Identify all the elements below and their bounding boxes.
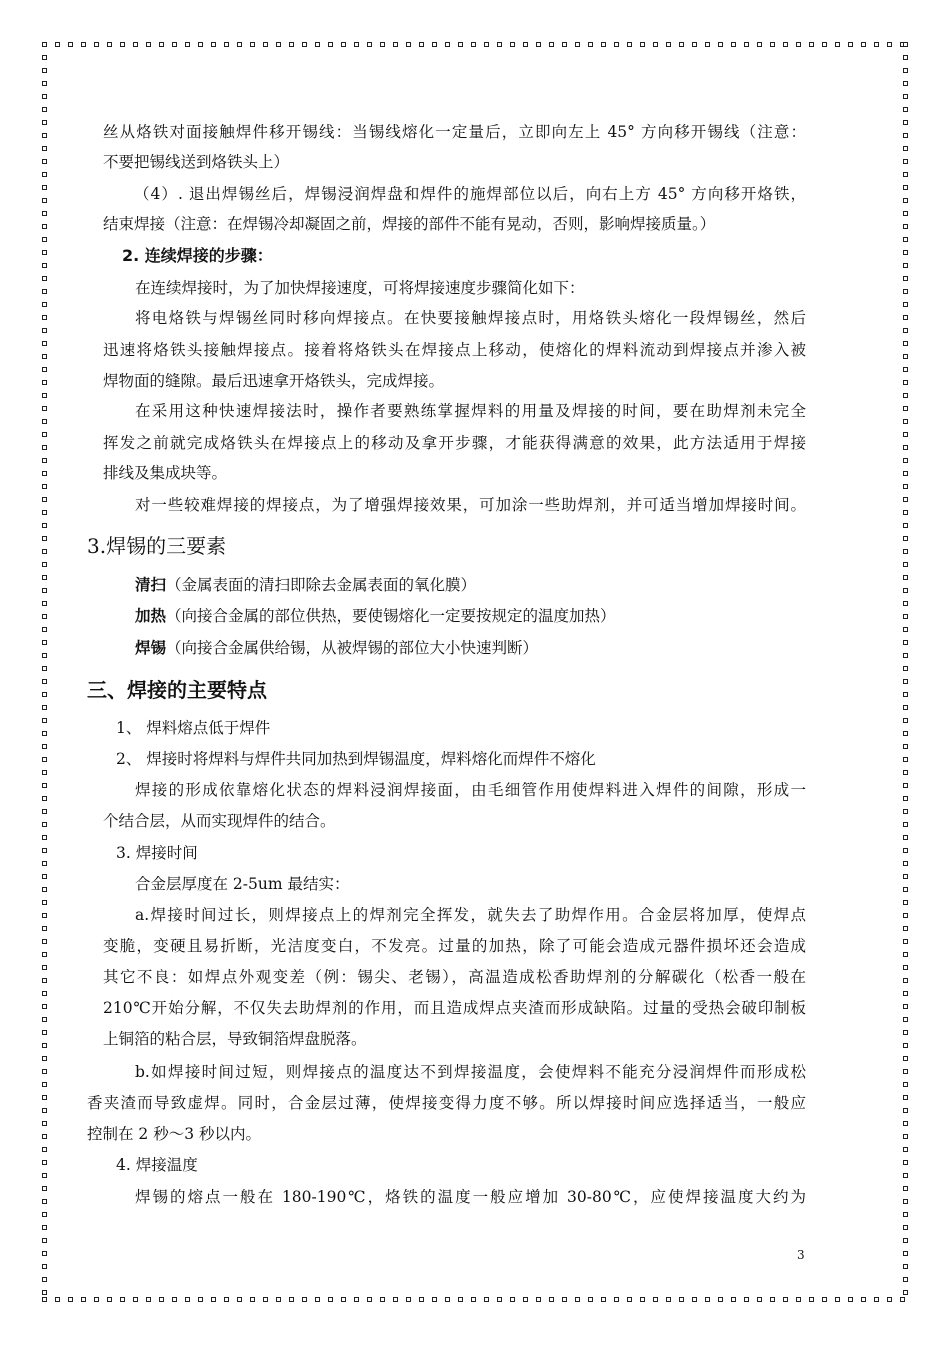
paragraph-line: 焊锡的熔点一般在 180-190℃，烙铁的温度一般应增加 30-80℃，应使焊接温度大约为 (135, 1188, 806, 1206)
paragraph-line: 挥发之前就完成烙铁头在焊接点上的移动及拿开步骤，才能获得满意的效果，此方法适用于焊接 (103, 434, 806, 452)
paragraph-line: 变脆，变硬且易折断，光洁度变白，不发亮。过量的加热，除了可能会造成元器件损坏还会造成 (103, 937, 806, 955)
paragraph-line: 焊物面的缝隙。最后迅速拿开烙铁头，完成焊接。 (103, 372, 445, 390)
page-number: 3 (797, 1248, 805, 1262)
element-desc: （向接合金属供给锡，从被焊锡的部位大小快速判断） (166, 639, 539, 657)
border-top (42, 42, 908, 47)
paragraph-line: b.如焊接时间过短，则焊接点的温度达不到焊接温度，会使焊料不能充分浸润焊件而形成松 (135, 1063, 806, 1081)
paragraph-line: 其它不良：如焊点外观变差（例：锡尖、老锡），高温造成松香助焊剂的分解碳化（松香一般在 (103, 968, 806, 986)
chapter-heading: 三、焊接的主要特点 (87, 678, 267, 702)
border-bottom (42, 1297, 908, 1302)
paragraph-line: 排线及集成块等。 (103, 464, 228, 482)
element-term: 清扫 (135, 576, 167, 594)
border-left (42, 42, 47, 1302)
list-item: 3. 焊接时间 (116, 844, 198, 862)
paragraph-line: 香夹渣而导致虚焊。同时，合金层过薄，使焊接变得力度不够。所以焊接时间应选择适当，一般应 (87, 1094, 806, 1112)
element-item (135, 638, 538, 658)
element-desc: （金属表面的清扫即除去金属表面的氧化膜） (166, 576, 477, 594)
paragraph-line: 在采用这种快速焊接法时，操作者要熟练掌握焊料的用量及焊接的时间，要在助焊剂未完全 (135, 402, 806, 420)
paragraph-line: 丝从烙铁对面接触焊件移开锡线：当锡线熔化一定量后，立即向左上 45° 方向移开锡线（注意： (103, 123, 806, 141)
section-heading: 3.焊锡的三要素 (87, 534, 227, 558)
paragraph-line: 结束焊接（注意：在焊锡冷却凝固之前，焊接的部件不能有晃动，否则，影响焊接质量。） (103, 215, 716, 233)
paragraph-line: a.焊接时间过长，则焊接点上的焊剂完全挥发，就失去了助焊作用。合金层将加厚，使焊点 (135, 906, 806, 924)
paragraph-line: 210℃开始分解，不仅失去助焊剂的作用，而且造成焊点夹渣而形成缺陷。过量的受热会破印制板 (103, 999, 806, 1017)
paragraph-line: 上铜箔的粘合层，导致铜箔焊盘脱落。 (103, 1030, 367, 1048)
list-item: 2、 焊接时将焊料与焊件共同加热到焊锡温度，焊料熔化而焊件不熔化 (116, 750, 596, 768)
paragraph-line: 合金层厚度在 2-5um 最结实： (135, 875, 350, 893)
list-item: 1、 焊料熔点低于焊件 (116, 719, 271, 737)
paragraph-line: 不要把锡线送到烙铁头上） (103, 153, 290, 171)
paragraph-line: 在连续焊接时，为了加快焊接速度，可将焊接速度步骤简化如下： (135, 279, 585, 297)
paragraph-line: （4）. 退出焊锡丝后，焊锡浸润焊盘和焊件的施焊部位以后，向右上方 45° 方向移开烙铁， (134, 185, 806, 203)
paragraph-line: 迅速将烙铁头接触焊接点。接着将烙铁头在焊接点上移动，使熔化的焊料流动到焊接点并渗入被 (103, 341, 806, 359)
paragraph-line: 个结合层，从而实现焊件的结合。 (103, 812, 336, 830)
element-term: 焊锡 (135, 639, 167, 657)
element-item (135, 606, 616, 626)
element-desc: （向接合金属的部位供热，要使锡熔化一定要按规定的温度加热） (166, 607, 616, 625)
element-term: 加热 (135, 607, 167, 625)
paragraph-line: 焊接的形成依靠熔化状态的焊料浸润焊接面，由毛细管作用使焊料进入焊件的间隙，形成一 (135, 781, 806, 799)
section-heading: 2. 连续焊接的步骤： (122, 246, 273, 265)
list-item: 4. 焊接温度 (116, 1156, 198, 1174)
paragraph-line: 将电烙铁与焊锡丝同时移向焊接点。在快要接触焊接点时，用烙铁头熔化一段焊锡丝，然后 (135, 309, 806, 327)
paragraph-line: 对一些较难焊接的焊接点，为了增强焊接效果，可加涂一些助焊剂，并可适当增加焊接时间。 (135, 496, 806, 514)
paragraph-line: 控制在 2 秒～3 秒以内。 (87, 1125, 262, 1143)
element-item (135, 575, 476, 595)
border-right (903, 42, 908, 1302)
